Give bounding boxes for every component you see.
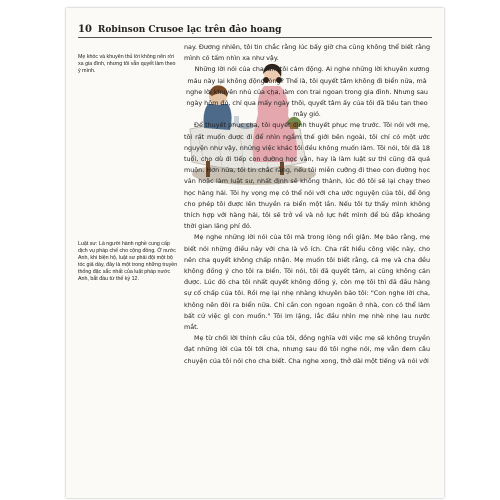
body-text [184,42,430,367]
body-paragraph: Để thuyết phục cha, tôi quyết định thuyết phục mẹ trước. Tôi nói với mẹ, tôi rất muốn được đi để nhìn ngắm thế giới bên ngoài, tôi chỉ có một ước nguyện như vậy, những việc khác tôi đều không muốn làm. Tôi nói, tôi đã 18 tuổi, cho dù đi tiếp con đường học văn, hay là làm luật sư thì cũng đã quá muộn. Hơn nữa, tôi tin chắc rằng, nếu tôi miễn cưỡng đi theo con đường học văn hoặc làm luật sư, nhất định sẽ không thành, lúc đó tôi sẽ lại chạy theo học hàng hải. Tôi hy vọng mẹ có thể nói với cha ước nguyện của tôi, để ông cho phép tôi được lên thuyền ra biển một lần. Nếu tôi tự thấy mình không thích hợp với hàng hải, tôi sẽ trở về và nỗ lực hết mình để bù đắp khoảng thời gian lãng phí đó. [184,121,430,231]
body-paragraph: Mẹ từ chối lời thỉnh cầu của tôi, đồng nghĩa với việc mẹ sẽ không truyền đạt những lời của tôi tới cha, nhưng sau đó tôi nghe nói, mẹ vẫn đem câu chuyện của tôi nói cho cha biết. Cha nghe xong, thở dài một tiếng và nói với [184,334,430,365]
page-number: 10 [78,24,92,35]
book-page [66,8,444,498]
body-paragraph: nay. Đương nhiên, tôi tin chắc rằng lúc bấy giờ cha cũng không thể biết rằng mình có tấm nhìn xa như vậy. [184,43,430,63]
lawyer-definition-note: Luật sư: Là người hành nghề cung cấp dịch vụ pháp chế cho cộng đồng. Ở nước Anh, khi biện hộ, luật sư phải đội một bộ tóc giả dày, đây là một trong những truyền thống đặc sắc nhất của luật pháp nước Anh, bắt đầu từ thế kỷ 12. [78,241,178,282]
book-title: Robinson Crusoe lạc trên đảo hoang [97,25,282,35]
caption-note: Mẹ khóc và khuyên thủ lời không nên rời xa gia đình, nhưng tôi vẫn quyết làm theo ý mình. [78,54,176,74]
body-paragraph: Những lời nói của cha làm tôi cảm động. Ai nghe những lời khuyên xương máu này lại không động lòng? Thế là, tôi quyết tâm không đi biển nữa, mà nghe lời khuyên nhủ của cha, làm con trai ngoan trong gia đình. Nhưng sau ngày hôm đó, chỉ qua mấy ngày thôi, quyết tâm ấy của tôi đã tiêu tan theo mây gió. [186,65,430,119]
body-paragraph: Mẹ nghe những lời nói của tôi mà trong lòng nổi giận. Mẹ bảo rằng, mẹ biết nói những điều này với cha là vô ích. Cha rất hiểu công việc này, cho nên cha quyết không chấp nhận. Mẹ muốn tôi biết rằng, cả mẹ và cha đều không đồng ý cho tôi ra biển. Tôi nói, tôi đã quyết tâm, ai cũng không cản được. Lúc đó cha tôi nhất quyết không đồng ý, còn mẹ tôi thì đã đầu hàng sự cố chấp của tôi. Rồi mẹ lại nhẹ nhàng khuyên bảo tôi: "Con nghe lời cha, không nên đòi ra biển nữa. Chỉ cần con ngoan ngoãn ở nhà, con có thể làm bất cứ việc gì con muốn." Tôi im lặng, lắc đầu nhìn mẹ nhè nhẹ lau nước mắt. [184,233,430,332]
